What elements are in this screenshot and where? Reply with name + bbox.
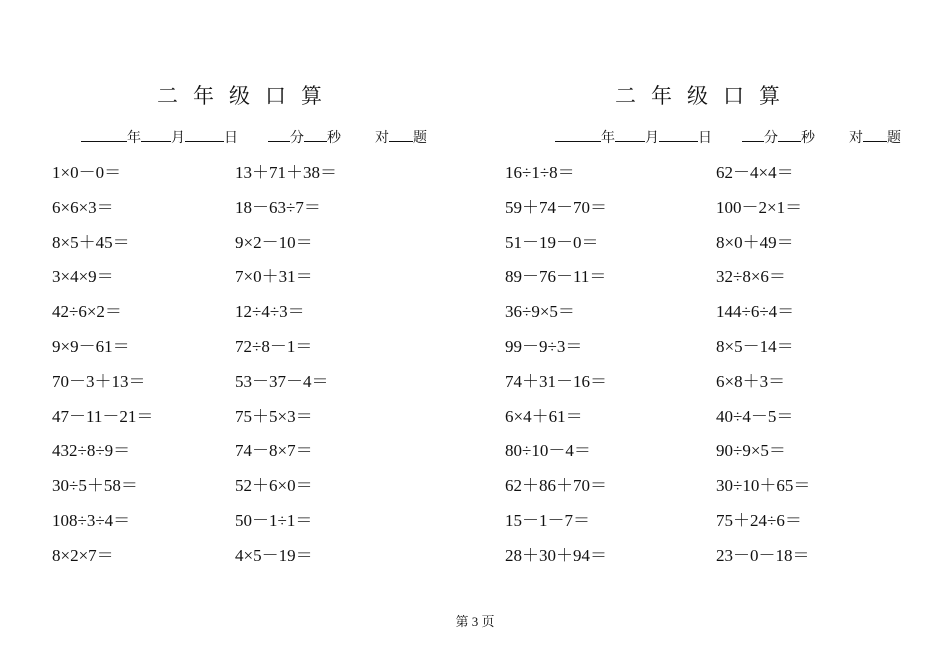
math-problem: 53－37－4＝ — [235, 371, 329, 391]
correct-label: 对 — [375, 131, 389, 146]
math-problem: 9×2－10＝ — [235, 232, 313, 252]
math-problem: 3×4×9＝ — [52, 267, 114, 287]
day-blank[interactable] — [659, 127, 698, 142]
problem-column — [235, 156, 337, 574]
math-problem: 8×2×7＝ — [52, 545, 114, 565]
math-problem: 40÷4－5＝ — [716, 406, 794, 426]
math-problem: 36÷9×5＝ — [505, 302, 575, 322]
math-problem: 8×0＋49＝ — [716, 232, 794, 252]
year-label: 年 — [127, 131, 141, 146]
math-problem: 62－4×4＝ — [716, 163, 794, 182]
worksheet-title — [157, 80, 337, 110]
day-label: 日 — [224, 131, 238, 146]
date-time-score-line — [81, 127, 427, 148]
math-problem: 6×6×3＝ — [52, 197, 114, 217]
math-problem: 90÷9×5＝ — [716, 441, 786, 461]
minute-blank[interactable] — [742, 127, 764, 142]
math-problem: 74＋31－16＝ — [505, 371, 607, 391]
math-problem: 30÷5＋58＝ — [52, 476, 138, 496]
math-problem: 74－8×7＝ — [235, 441, 313, 461]
math-problem: 8×5－14＝ — [716, 336, 794, 356]
worksheet-right — [475, 0, 950, 600]
year-blank[interactable] — [81, 127, 127, 142]
worksheet-title — [615, 80, 795, 110]
math-problem: 12÷4÷3＝ — [235, 302, 305, 322]
math-problem: 99－9÷3＝ — [505, 336, 583, 356]
math-problem: 42÷6×2＝ — [52, 302, 122, 322]
math-problem: 144÷6÷4＝ — [716, 302, 795, 322]
math-problem: 70－3＋13＝ — [52, 371, 146, 391]
math-problem: 4×5－19＝ — [235, 545, 313, 565]
math-problem: 62＋86＋70＝ — [505, 476, 607, 496]
month-label: 月 — [171, 131, 185, 146]
math-problem: 9×9－61＝ — [52, 336, 130, 356]
math-problem: 30÷10＋65＝ — [716, 476, 811, 496]
math-problem: 100－2×1＝ — [716, 197, 803, 217]
math-problem: 18－63÷7＝ — [235, 197, 321, 217]
title-char: 算 — [759, 84, 780, 108]
page-footer — [0, 611, 950, 630]
page-prefix: 第 — [455, 614, 469, 629]
math-problem: 59＋74－70＝ — [505, 197, 607, 217]
math-problem: 15－1－7＝ — [505, 510, 590, 530]
math-problem: 72÷8－1＝ — [235, 336, 313, 356]
math-problem: 432÷8÷9＝ — [52, 441, 131, 461]
title-char: 级 — [687, 84, 708, 108]
math-problem: 6×8＋3＝ — [716, 371, 786, 391]
second-label: 秒 — [801, 131, 815, 146]
title-char: 口 — [265, 84, 286, 108]
month-label: 月 — [645, 131, 659, 146]
title-char: 算 — [301, 84, 322, 108]
minute-label: 分 — [764, 131, 778, 146]
math-problem: 8×5＋45＝ — [52, 232, 130, 252]
title-char: 年 — [651, 84, 672, 108]
math-problem: 75＋24÷6＝ — [716, 510, 802, 530]
math-problem: 89－76－11＝ — [505, 267, 607, 287]
problem-column — [716, 156, 810, 574]
title-char: 二 — [615, 84, 636, 108]
page-number: 3 — [471, 614, 479, 629]
math-problem: 16÷1÷8＝ — [505, 163, 575, 182]
math-problem: 28＋30＋94＝ — [505, 545, 607, 565]
math-problem: 50－1÷1＝ — [235, 510, 313, 530]
page-suffix: 页 — [481, 614, 495, 629]
math-problem: 108÷3÷4＝ — [52, 510, 131, 530]
math-problem: 1×0－0＝ — [52, 163, 122, 182]
month-blank[interactable] — [615, 127, 645, 142]
second-blank[interactable] — [778, 127, 801, 142]
day-label: 日 — [698, 131, 712, 146]
question-label: 题 — [413, 131, 427, 146]
math-problem: 7×0＋31＝ — [235, 267, 313, 287]
math-problem: 23－0－18＝ — [716, 545, 810, 565]
problem-column — [505, 156, 607, 574]
worksheet-left — [0, 0, 475, 600]
correct-label: 对 — [849, 131, 863, 146]
math-problem: 6×4＋61＝ — [505, 406, 583, 426]
title-char: 年 — [193, 84, 214, 108]
year-blank[interactable] — [555, 127, 601, 142]
minute-label: 分 — [290, 131, 304, 146]
second-label: 秒 — [327, 131, 341, 146]
math-problem: 52＋6×0＝ — [235, 476, 313, 496]
minute-blank[interactable] — [268, 127, 290, 142]
correct-count-blank[interactable] — [389, 127, 413, 142]
math-problem: 47－11－21＝ — [52, 406, 154, 426]
date-time-score-line — [555, 127, 901, 148]
math-problem: 51－19－0＝ — [505, 232, 599, 252]
question-label: 题 — [887, 131, 901, 146]
problem-column — [52, 156, 153, 574]
month-blank[interactable] — [141, 127, 171, 142]
title-char: 口 — [723, 84, 744, 108]
title-char: 二 — [157, 84, 178, 108]
math-problem: 80÷10－4＝ — [505, 441, 591, 461]
second-blank[interactable] — [304, 127, 327, 142]
math-problem: 75＋5×3＝ — [235, 406, 313, 426]
math-problem: 32÷8×6＝ — [716, 267, 786, 287]
year-label: 年 — [601, 131, 615, 146]
day-blank[interactable] — [185, 127, 224, 142]
math-problem: 13＋71＋38＝ — [235, 163, 337, 182]
title-char: 级 — [229, 84, 250, 108]
correct-count-blank[interactable] — [863, 127, 887, 142]
